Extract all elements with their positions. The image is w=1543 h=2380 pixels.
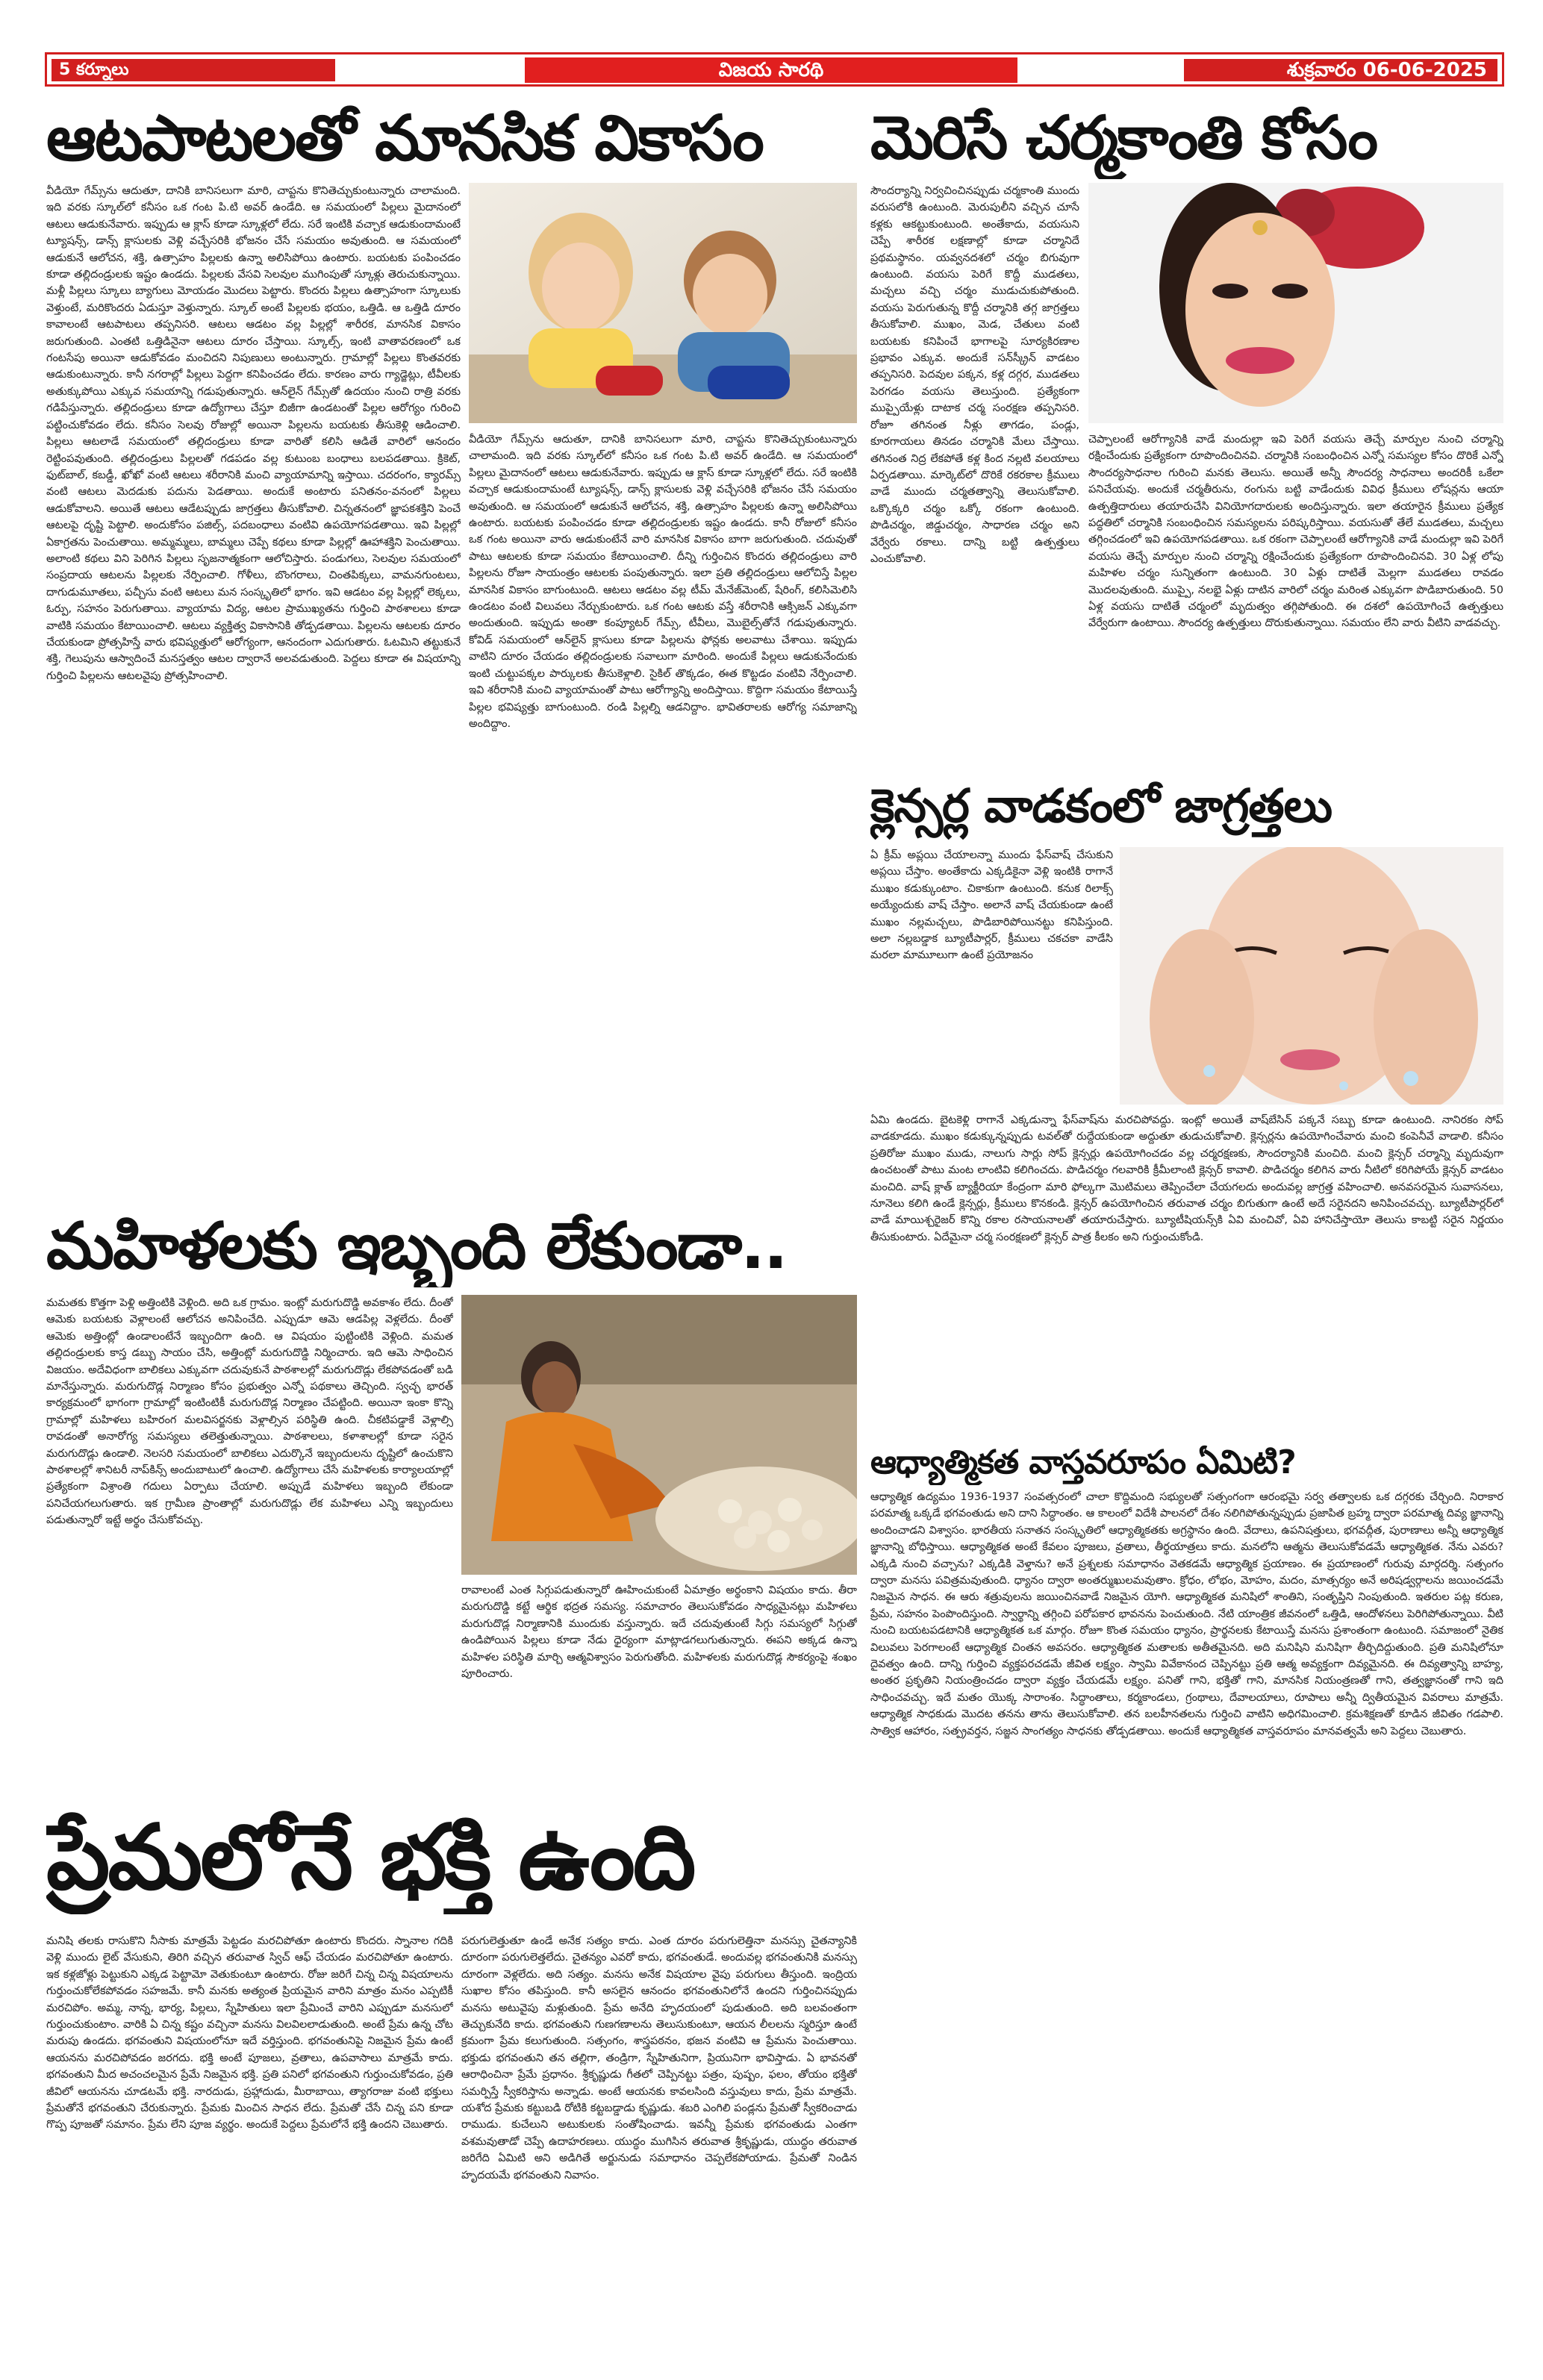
devotion-body-col1: మనిషి తలకు రాసుకొని నీసాకు మాత్రమే పెట్టడం మరచిపోతూ ఉంటారు కొందరు. స్నానాల గదికి వెళ్లి ముందు లైట్ వేసుకుని, తిరిగి వచ్చిన తరువాత స్విచ్‌ ఆఫ్ చేయడం మరచిపోతూ ఉంటారు. ఇక కళ్లజోళ్లు పెట్టుకుని ఎక్కడ పెట్టామో వెతుకుంటూ ఉంటారు. రోజు జరిగే చిన్న చిన్న విషయాలను గుర్తుంచుకోలేకపోవడం సహజమే. కానీ మనకు అత్యంత ప్రియమైన వారిని మాత్రం మనం ఎప్పటికీ మరచిపోం. అమ్మ, నాన్న, భార్య, పిల్లలు, స్నేహితులు ఇలా ప్రేమించే వారిని ఎప్పుడూ మనసులో గుర్తుంచుకుంటాం. వారికి ఏ చిన్న కష్టం వచ్చినా మనసు విలవిలలాడుతుంది. అంటే ప్రేమ ఉన్న చోట మరుపు ఉండదు. భగవంతుని విషయంలోనూ ఇదే వర్తిస్తుంది. భగవంతునిపై నిజమైన ప్రేమ ఉంటే ఆయనను మరచిపోవడం జరగదు. భక్తి అంటే పూజలు, వ్రతాలు, ఉపవాసాలు మాత్రమే కాదు. భగవంతుని మీద అచంచలమైన ప్రేమే నిజమైన భక్తి. ప్రతి పనిలో భగవంతుని గుర్తుంచుకోవడం, ప్రతి జీవిలో ఆయనను చూడటమే భక్తి. నారదుడు, ప్రహ్లాదుడు, మీరాబాయి, త్యాగరాజు వంటి భక్తులు ప్రేమతోనే భగవంతుని చేరుకున్నారు. ప్రేమకు మించిన సాధన లేదు. ప్రేమతో చేసే చిన్న పని కూడా గొప్ప పూజతో సమానం. ప్రేమ లేని పూజ వ్యర్థం. అందుకే పెద్దలు ప్రేమలోనే భక్తి ఉందని చెబుతారు. (46, 1935, 453, 2131)
devotion-headline: ప్రేమలోనే భక్తి ఉంది (46, 1806, 694, 1910)
woman-sorting-produce-icon (461, 1295, 857, 1575)
spiritual-headline: ఆధ్యాత్మికత వాస్తవరూపం ఏమిటి? (870, 1443, 1296, 1481)
women-photo-caption: రావాలంటే ఎంత సిగ్గుపడుతున్నారో ఊహించుకుంటే ఏమాత్రం అర్థంకాని విషయం కాదు. తీరా మరుగుదొడ్డి కట్టే ఆర్థిక భద్రత సమస్య. సమాచారం తెలుసుకోవడం సాధ్యమైనట్లు మహిళలు మరుగుదొడ్ల నిర్మాణానికి ముందుకు వస్తున్నారు. ఇదే చదువుతుంటే సిగ్గు సమస్యలో సిగ్గుతో ఉండిపోయిన పిల్లలు కూడా నేడు ధైర్యంగా మాట్లాడగలుగుతున్నారు. ఈపని అక్కడ ఉన్నా మహిళల పరిస్థితి మార్చి ఆత్మవిశ్వాసం పెరుగుతోంది. మహిళలకు మరుగుదొడ్ల సౌకర్యంపై శంఖం పూరించారు. (461, 1584, 857, 1681)
games-photo (469, 183, 857, 423)
spiritual-body: ఆధ్యాత్మిక ఉద్యమం 1936-1937 సంవత్సరంలో చాలా కొద్దిమంది సభ్యులతో సత్సంగంగా ఆరంభమై సర్వ తత్వాలకు ఒక దగ్గరకు చేర్చింది. నిరాకార పరమాత్మ ఒక్కడే భగవంతుడు అని దాని సిద్ధాంతం. ఆ కాలంలో విదేశీ పాలనలో దేశం నలిగిపోతున్నప్పుడు ప్రజాపిత బ్రహ్మ ద్వారా పరమాత్మ దివ్య జ్ఞానాన్ని అందించాడని విశ్వాసం. భారతీయ సనాతన సంస్కృతిలో ఆధ్యాత్మికతకు అగ్రస్థానం ఉంది. వేదాలు, ఉపనిషత్తులు, భగవద్గీత, పురాణాలు అన్నీ ఆధ్యాత్మిక జ్ఞానాన్ని బోధిస్తాయి. ఆధ్యాత్మికత అంటే కేవలం పూజలు, వ్రతాలు, తీర్థయాత్రలు కాదు. మనలోని ఆత్మను తెలుసుకోవడమే ఆధ్యాత్మికత. నేను ఎవరు? ఎక్కడి నుంచి వచ్చాను? ఎక్కడికి వెళ్తాను? అనే ప్రశ్నలకు సమాధానం వెతకడమే ఆధ్యాత్మిక ప్రయాణం. ఈ ప్రయాణంలో గురువు మార్గదర్శి. సత్సంగం ద్వారా మనసు పవిత్రమవుతుంది. ధ్యానం ద్వారా అంతర్ముఖులమవుతాం. క్రోధం, లోభం, మోహం, మదం, మాత్సర్యం అనే అరిషడ్వర్గాలను జయించడమే నిజమైన సాధన. ఈ ఆరు శత్రువులను జయించినవాడే నిజమైన యోగి. ఆధ్యాత్మికత మనిషిలో శాంతిని, సంతృప్తిని నింపుతుంది. ఇతరుల పట్ల కరుణ, ప్రేమ, సహనం పెంపొందిస్తుంది. స్వార్థాన్ని తగ్గించి పరోపకార భావనను పెంచుతుంది. నేటి యాంత్రిక జీవనంలో ఒత్తిడి, ఆందోళనలు పెరిగిపోతున్నాయి. వీటి నుంచి బయటపడటానికి ఆధ్యాత్మికత ఒక మార్గం. రోజూ కొంత సమయం ధ్యానం, ప్రార్థనలకు కేటాయిస్తే మనసు ప్రశాంతంగా ఉంటుంది. సమాజంలో నైతిక విలువలు పెరగాలంటే ఆధ్యాత్మిక చింతన అవసరం. ఆధ్యాత్మికత మతాలకు అతీతమైనది. అది మనిషిని మనిషిగా తీర్చిదిద్దుతుంది. ప్రతి మనిషిలోనూ దైవత్వం ఉంది. దాన్ని గుర్తించి వ్యక్తపరచడమే జీవిత లక్ష్యం. స్వామి వివేకానంద చెప్పినట్టు ప్రతి ఆత్మ అవ్యక్తంగా దివ్యమైనది. ఈ దివ్యత్వాన్ని బాహ్య, అంతర ప్రకృతిని నియంత్రించడం ద్వారా వ్యక్తం చేయడమే లక్ష్యం. పనితో గాని, భక్తితో గాని, మానసిక నియంత్రణతో గాని, తత్వజ్ఞానంతో గాని ఇది సాధించవచ్చు. ఇదే మతం యొక్క సారాంశం. సిద్ధాంతాలు, కర్మకాండలు, గ్రంథాలు, దేవాలయాలు, రూపాలు అన్నీ ద్వితీయమైన వివరాలు మాత్రమే. ఆధ్యాత్మిక సాధకుడు మొదట తనను తాను తెలుసుకోవాలి. తన బలహీనతలను గుర్తించి వాటిని అధిగమించాలి. క్రమశిక్షణతో కూడిన జీవితం గడపాలి. సాత్విక ఆహారం, సత్ప్రవర్తన, సజ్జన సాంగత్యం సాధనకు తోడ్పడతాయి. అందుకే ఆధ్యాత్మికత వాస్తవరూపం మానవత్వమే అని పెద్దలు చెబుతారు. (870, 1491, 1503, 1737)
skin-photo (1088, 183, 1503, 423)
cleanser-photo (1120, 847, 1503, 1105)
issue-date: శుక్రవారం 06-06-2025 (1184, 59, 1497, 81)
paper-name: విజయ సారథి (525, 57, 1017, 83)
masthead-bar (45, 52, 1504, 87)
women-photo (461, 1295, 857, 1575)
games-body-continued: వీడియో గేమ్స్‌ను ఆదుతూ, దానికి బానిసలుగా మారి, చాప్టను కొనితెచ్చుకుంటున్నారు చాలామంది. ఇది వరకు స్కూల్‌లో కనీసం ఒక గంట పి.టి అవర్ ఉండేది. ఆ సమయంలో పిల్లలు మైదానంలో ఆటలు ఆడుకునేవారు. ఇప్పుడు ఆ క్లాస్ కూడా స్కూళ్లలో లేదు. సరే ఇంటికి వచ్చాక ఆడుకుందామంటే ట్యూషన్స్, డాన్స్ క్లాసులకు వెళ్లి వచ్చేసరికి భోజనం చేసే సమయం అవుతుంది. ఆ సమయంలో ఆడుకునే ఆలోచన, శక్తి, ఉత్సాహం పిల్లలకు ఉన్నా అలిసిపోయి ఉంటారు. బయటకు పంపించడం కూడా తల్లిదండ్రులకు ఇష్టం ఉండదు. కానీ రోజులో కనీసం ఒక గంట అయినా వారు ఆడుకుంటేనే వారి మానసిక వికాసం బాగా జరుగుతుంది. చదువుతో పాటు ఆటలకు కూడా సమయం కేటాయించాలి. దీన్ని గుర్తించిన కొందరు తల్లిదండ్రులు వారి పిల్లలను రోజూ సాయంత్రం ఆటలకు పంపుతున్నారు. ఇలా ప్రతి తల్లిదండ్రులు ఆలోచిస్తే పిల్లల మానసిక వికాసం బాగుంటుంది. ఆటలు ఆడటం వల్ల టీమ్ మేనేజ్‌మెంట్, షేరింగ్, కలిసిమెలిసి ఉండటం వంటి విలువలు నేర్చుకుంటారు. ఒక గంట ఆటకు వస్తే శరీరానికి ఆక్సిజన్ ఎక్కువగా అందుతుంది. ఇప్పుడు అంతా కంప్యూటర్ గేమ్స్, టీవీలు, మొబైల్స్‌తోనే గడుపుతున్నారు. కోవిడ్ సమయంలో ఆన్‌లైన్ క్లాసులు కూడా పిల్లలను ఫోన్లకు అలవాటు చేశాయి. ఇప్పుడు వాటిని దూరం చేయడం తల్లిదండ్రులకు సవాలుగా మారింది. అందుకే పిల్లలు ఆడుకునేందుకు ఇంటి చుట్టుపక్కల పార్కులకు తీసుకెళ్లాలి. సైకిల్ తొక్కడం, ఈత కొట్టడం వంటివి నేర్పించాలి. ఇవి శరీరానికి మంచి వ్యాయామంతో పాటు ఆరోగ్యాన్ని అందిస్తాయి. కొద్దిగా సమయం కేటాయిస్తే పిల్లల భవిష్యత్తు బాగుంటుంది. రండి పిల్లల్ని ఆడనిద్దాం. భావితరాలకు ఆరోగ్య సమాజాన్ని అందిద్దాం. (469, 434, 857, 730)
children-playing-video-game-icon (469, 183, 857, 423)
skin-headline: మెరిసే చర్మకాంతి కోసం (870, 103, 1377, 172)
cleanser-body-continued: ఏమి ఉండదు. బైటకెళ్లి రాగానే ఎక్కడున్నా ఫేస్‌వాష్‌ను మరచిపోవద్దు. ఇంట్లో అయితే వాష్‌బేసిన్ పక్కనే సబ్బు కూడా ఉంటుంది. నానిరకం సోప్ వాడకూడదు. ముఖం కడుక్కున్నప్పుడు టవల్‌తో రుద్దేయకుండా అద్దుతూ తుడుచుకోవాలి. క్లెన్సర్లను ఉపయోగించేవారు మంచి కంపెనీవే వాడాలి. కనీసం ప్రతిరోజు ముఖం ముడు, నాలుగు సార్లు సోప్ క్లెన్సర్లు ఉపయోగించడం వల్ల చర్మరక్షణకు, సౌందర్యానికి మంచిది. మంచి క్లెన్సర్ చర్మాన్ని మృదువుగా ఉంచటంతో పాటు మంట లాంటివి కలిగించదు. పొడిచర్మం గలవారికి క్రీమీలాంటి క్లెన్సర్ కావాలి. పొడిచర్మం కలిగిన వారు నీటిలో కరిగిపోయే క్లెన్సర్ వాడటం మంచిది. వాష్ క్లాత్ బ్యాక్టీరియా కేంద్రంగా మారి ఫోల్కగా మొటిమలు తెప్పించేలా చేయగలదు అందువల్ల జాగ్రత్త వహించాలి. అనవసరమైన సువాసనలు, నూనెలు కలిగి ఉండే క్లెన్సర్లు, క్రీములు కొనకండి. క్లెన్సర్ ఉపయోగించిన తరువాత చర్మం బిగుతుగా ఉంటే అదే సరైనదని అనిపించవచ్చు. బ్యూటీపార్లర్‌లో వాడే మాయిశ్చరైజర్ కొన్ని రకాల రసాయనాలతో తయారుచేస్తారు. బ్యూటీషియన్స్‌కి ఏవి మంచివో, ఏవి హానిచేస్తాయో తెలుసు కాబట్టి సరైన నిర్ణయం తీసుకుంటారు. ఏదేమైనా చర్మ సంరక్షణలో క్లెన్సర్ పాత్ర కీలకం అని గుర్తుంచుకోండి. (870, 1114, 1503, 1243)
skin-body: సౌందర్యాన్ని నిర్వచించినప్పుడు చర్మకాంతి ముందు వరుసలోకి ఉంటుంది. మెరుపులీని వచ్చిన చూసే కళ్లకు ఆకట్టుకుంటుంది. అంతేకాదు, వయసుని చెప్పే శారీరక లక్షణాల్లో కూడా చర్మానిదే ప్రథమస్థానం. యవ్వనదశలో చర్మం బిగువుగా ఉంటుంది. వయసు పెరిగే కొద్దీ ముడతలు, మచ్చలు వచ్చి చర్మం ముడుచుకుపోతుంది. వయసు పెరుగుతున్న కొద్దీ చర్మానికి తగ్గ జాగ్రత్తలు తీసుకోవాలి. ముఖం, మెడ, చేతులు వంటి బయటకు కనిపించే భాగాలపై సూర్యకిరణాల ప్రభావం ఎక్కువ. అందుకే సన్‌స్క్రీన్ వాడటం తప్పనిసరి. పెదవుల పక్కన, కళ్ల దగ్గర, ముడతలు పెరగడం వయసు తెలుస్తుంది. ప్రత్యేకంగా ముప్పైయేళ్లు దాటాక చర్మ సంరక్షణ తప్పనిసరి. రోజూ తగినంత నీళ్లు తాగడం, పండ్లు, కూరగాయలు తినడం చర్మానికి మేలు చేస్తాయి. తగినంత నిద్ర లేకపోతే కళ్ల కింద నల్లటి వలయాలు ఏర్పడతాయి. మార్కెట్‌లో దొరికే రకరకాల క్రీములు వాడే ముందు చర్మతత్వాన్ని తెలుసుకోవాలి. ఒక్కొక్కరి చర్మం ఒక్కో రకంగా ఉంటుంది. పొడిచర్మం, జిడ్డుచర్మం, సాధారణ చర్మం అని వేర్వేరు రకాలు. దాన్ని బట్టి ఉత్పత్తులు ఎంచుకోవాలి. (870, 185, 1079, 565)
women-headline: మహిళలకు ఇబ్బంది లేకుండా.. (46, 1209, 787, 1284)
woman-washing-face-icon (1120, 847, 1503, 1105)
games-headline: ఆటపాటలతో మానసిక వికాసం (46, 101, 763, 175)
cleanser-headline: క్లెన్సర్ల వాడకంలో జాగ్రత్తలు (870, 778, 1332, 833)
cleanser-body: ఏ క్రీమ్ అప్లయి చేయాలన్నా ముందు ఫేస్‌వాష్ చేసుకుని అప్లయి చేస్తాం. అంతేకాదు ఎక్కడికైనా వెళ్లి ఇంటికి రాగానే ముఖం కడుక్కుంటాం. చికాకుగా ఉంటుంది. కనుక రిలాక్స్ అయ్యేందుకు వాష్ చేస్తాం. అలానే వాష్ చేయకుండా ఉంటే ముఖం నల్లమచ్చలు, పొడిబారిపోయినట్టు కనిపిస్తుంది. అలా నల్లబడ్డాక బ్యూటీపార్లర్, క్రీములు చకచకా వాడేసి మరలా మామూలుగా ఉంటే ప్రయోజనం (870, 849, 1113, 962)
skin-body-continued: చెప్పాలంటే ఆరోగ్యానికి వాడే మందుల్లా ఇవి పెరిగే వయసు తెచ్చే మార్పుల నుంచి చర్మాన్ని రక్షించేందుకు ప్రత్యేకంగా రూపొందించినవి. చర్మానికి సంబంధించిన ఎన్నో సమస్యల కోసం దొరికే ఎన్నో సౌందర్యసాధనాల గురించి మనకు తెలుసు. అయితే అన్నీ సౌందర్య సాధనాలు అందరికీ ఒకేలా పనిచేయవు. అందుకే చర్మతీరును, రంగును బట్టి వాడేందుకు వివిధ క్రీములు లోషన్లను ఆయా ఉత్పత్తిదారులు తయారుచేసి వినియోగదారులకు అందిస్తున్నారు. ఇలా తయారైన క్రీములు ప్రత్యేక పద్ధతిలో చర్మానికి సంబంధించిన సమస్యలను పరిష్కరిస్తాయి. వయసుతో తేలే ముడతలు, మచ్చలు తగ్గించడంలో ఇవి ఉపయోగపడతాయి. ఒక రకంగా చెప్పాలంటే ఆరోగ్యానికి వాడే మందుల్లా ఇవి పెరిగే వయసు తెచ్చే మార్పుల నుంచి చర్మాన్ని రక్షించేందుకు ప్రత్యేకంగా రూపొందించినవి. 30 ఏళ్ల లోపు మహిళల చర్మం సున్నితంగా ఉంటుంది. 30 ఏళ్లు దాటితే మెల్లగా ముడతలు రావడం మొదలవుతుంది. ముప్పై, నలభై ఏళ్లు దాటిన వారిలో చర్మం మరింత ఎక్కువగా పొడిబారుతుంది. 50 ఏళ్ల వయసు దాటితే చర్మంలో మృదుత్వం తగ్గిపోతుంది. ఈ దశలో ఉపయోగించే ఉత్పత్తులు వేర్వేరుగా ఉంటాయి. సౌందర్య ఉత్పత్తులు దొరుకుతున్నాయి. సమయం లేని వారు వీటిని వాడవచ్చు. (1088, 434, 1503, 630)
women-body: మమతకు కొత్తగా పెళ్లి అత్తింటికి వెళ్లింది. అది ఒక గ్రామం. ఇంట్లో మరుగుదొడ్డి అవకాశం లేదు. దీంతో ఆమెకు బయటకు వెళ్లాలంటే ఆలోచన అనిపించేది. ఎప్పుడూ ఆమె ఆడపిల్ల వెళ్లలేదు. దీంతో ఆమెకు అత్తింట్లో ఉండాలంటేనే ఇబ్బందిగా ఉంది. ఆ విషయం పుట్టింటికి వెళ్లింది. మమత తల్లిదండ్రులకు కాస్త డబ్బు సాయం చేసి, అత్తింట్లో మరుగుదొడ్డి నిర్మించారు. ఇది ఆమె సాధించిన విజయం. అదేవిధంగా బాలికలు ఎక్కువగా చదువుకునే పాఠశాలల్లో మరుగుదొడ్లు లేకపోవడంతో బడి మానేస్తున్నారు. మరుగుదొడ్ల నిర్మాణం కోసం ప్రభుత్వం ఎన్నో పథకాలు తెచ్చింది. స్వచ్ఛ భారత్ కార్యక్రమంలో భాగంగా గ్రామాల్లో ఇంటింటికీ మరుగుదొడ్ల నిర్మాణం చేపట్టింది. అయినా ఇంకా కొన్ని గ్రామాల్లో మహిళలు బహిరంగ మలవిసర్జనకు వెళ్లాల్సిన పరిస్థితి ఉంది. చీకటిపడ్డాకే వెళ్లాల్సి రావడంతో అనారోగ్య సమస్యలు తలెత్తుతున్నాయి. పాఠశాలలు, కళాశాలల్లో కూడా సరైన మరుగుదొడ్లు ఉండాలి. నెలసరి సమయంలో బాలికలు ఎదుర్కొనే ఇబ్బందులను దృష్టిలో ఉంచుకొని పాఠశాలల్లో శానిటరీ నాప్‌కిన్స్ అందుబాటులో ఉంచాలి. ఉద్యోగాలు చేసే మహిళలకు కార్యాలయాల్లో ప్రత్యేకంగా విశ్రాంతి గదులు ఏర్పాటు చేయాలి. అప్పుడే మహిళలు ఇబ్బంది లేకుండా పనిచేయగలుగుతారు. ఇక గ్రామీణ ప్రాంతాల్లో మరుగుదొడ్లు లేక మహిళలు ఎన్ని ఇబ్బందులు పడుతున్నారో ఇట్టే అర్థం చేసుకోవచ్చు. (46, 1297, 453, 1527)
devotion-body-col2: పరుగులెత్తుతూ ఉండే అనేక సత్యం కాదు. ఎంత దూరం పరుగులెత్తినా మనస్సు చైతన్యానికి దూరంగా పరుగులెత్తలేదు. చైతన్యం ఎవరో కాదు, భగవంతుడే. అందువల్ల భగవంతునికి మనస్సు దూరంగా వెళ్లలేదు. అది సత్యం. మనసు అనేక విషయాల వైపు పరుగులు తీస్తుంది. ఇంద్రియ సుఖాల కోసం తపిస్తుంది. కానీ అసలైన ఆనందం భగవంతునిలోనే ఉందని గుర్తించినప్పుడు మనసు అటువైపు మళ్లుతుంది. ప్రేమ అనేది హృదయంలో పుడుతుంది. అది బలవంతంగా తెచ్చుకునేది కాదు. భగవంతుని గుణగణాలను తెలుసుకుంటూ, ఆయన లీలలను స్మరిస్తూ ఉంటే క్రమంగా ప్రేమ కలుగుతుంది. సత్సంగం, శాస్త్రపఠనం, భజన వంటివి ఆ ప్రేమను పెంచుతాయి. భక్తుడు భగవంతుని తన తల్లిగా, తండ్రిగా, స్నేహితునిగా, ప్రియునిగా భావిస్తాడు. ఏ భావనతో ఆరాధించినా ప్రేమే ప్రధానం. శ్రీకృష్ణుడు గీతలో చెప్పినట్టు పత్రం, పుష్పం, ఫలం, తోయం భక్తితో సమర్పిస్తే స్వీకరిస్తాను అన్నాడు. అంటే ఆయనకు కావలసింది వస్తువులు కాదు, ప్రేమ మాత్రమే. యశోద ప్రేమకు కట్టుబడి రోటికి కట్టబడ్డాడు కృష్ణుడు. శబరి ఎంగిలి పండ్లను ప్రేమతో స్వీకరించాడు రాముడు. కుచేలుని అటుకులకు సంతోషించాడు. ఇవన్నీ ప్రేమకు భగవంతుడు ఎంతగా వశమవుతాడో చెప్పే ఉదాహరణలు. యుద్ధం ముగిసిన తరువాత శ్రీకృష్ణుడు, యుద్ధం తరువాత జరిగేది ఏమిటి అని అడిగితే అర్జునుడు సమాధానం చెప్పలేకపోయాడు. ప్రేమతో నిండిన హృదయమే భగవంతుని నివాసం. (461, 1935, 857, 2181)
bride-makeup-portrait-icon (1088, 183, 1503, 423)
page-label: 5 కర్నూలు (52, 59, 335, 81)
games-body: వీడియో గేమ్స్‌ను ఆదుతూ, దానికి బానిసలుగా మారి, చాప్టను కొనితెచ్చుకుంటున్నారు చాలామంది. ఇది వరకు స్కూల్‌లో కనీసం ఒక గంట పి.టి అవర్ ఉండేది. ఆ సమయంలో పిల్లలు మైదానంలో ఆటలు ఆడుకునేవారు. ఇప్పుడు ఆ క్లాస్ కూడా స్కూళ్లలో లేదు. సరే ఇంటికి వచ్చాక ఆడుకుందామంటే ట్యూషన్స్, డాన్స్ క్లాసులకు వెళ్లి వచ్చేసరికి భోజనం చేసే సమయం అవుతుంది. ఆ సమయంలో ఆడుకునే ఆలోచన, శక్తి, ఉత్సాహం పిల్లలకు ఉన్నా అలిసిపోయి ఉంటారు. బయటకు పంపించడం కూడా తల్లిదండ్రులకు ఇష్టం ఉండదు. పిల్లలకు వేసవి సెలవుల ముగింపుతో స్కూళ్లు తెరుచుకున్నాయి. మళ్లీ పిల్లలు స్కూలు బ్యాగులు మోయడం మొదలు పెట్టారు. కొందరు పిల్లలు ఉత్సాహంగా స్కూలుకు వెళ్తుంటే, మరికొందరు ఏడుస్తూ వెళ్తున్నారు. స్కూల్ అంటే పిల్లలకు భయం, ఒత్తిడి. ఆ ఒత్తిడి దూరం కావాలంటే ఆటపాటలు తప్పనిసరి. ఆటలు ఆడటం వల్ల పిల్లల్లో శారీరక, మానసిక వికాసం జరుగుతుంది. ఎంతటి ఒత్తిడినైనా ఆటలు దూరం చేస్తాయి. స్కూల్స్, ఇంటి వాతావరణంలో ఒక గంటసేపు అయినా ఆడుకోవడం మంచిదని నిపుణులు అంటున్నారు. గ్రామాల్లో పిల్లలు కొంతవరకు ఆడుకుంటున్నారు. కానీ నగరాల్లో పిల్లలు పెద్దగా కనిపించడం లేదు. కారణం వారు గ్యాడ్జెట్లు, టీవీలకు అతుక్కుపోయి ఎక్కువ సమయాన్ని గడుపుతున్నారు. ఆన్‌లైన్ గేమ్స్‌తో ఉదయం నుంచి రాత్రి వరకు గడిపేస్తున్నారు. తల్లిదండ్రులు కూడా ఉద్యోగాలు చేస్తూ బిజీగా ఉండటంతో పిల్లల ఆరోగ్యం గురించి పట్టించుకోవడం లేదు. కనీసం సెలవు రోజుల్లో అయినా పిల్లలను బయటకు తీసుకెళ్లి ఆడించాలి. పిల్లలు ఆటలాడే సమయంలో తల్లిదండ్రులు కూడా వారితో కలిసి ఆడితే వారిలో ఆనందం రెట్టింపవుతుంది. తల్లిదండ్రులు పిల్లలతో గడపడం వల్ల కుటుంబ బంధాలు బలపడతాయి. క్రికెట్, ఫుట్‌బాల్, కబడ్డీ, ఖోఖో వంటి ఆటలు శరీరానికి మంచి వ్యాయామాన్ని ఇస్తాయి. చదరంగం, క్యారమ్స్ వంటి ఆటలు మెదడుకు పదును పెడతాయి. అందుకే అంటారు పనితనం-వనంలో పిల్లలు ఆడుకోవాలని. అయితే ఆటలు ఆడేటప్పుడు జాగ్రత్తలు తీసుకోవాలి. చిన్నతనంలో జ్ఞాపకశక్తిని పెంచే ఆటలపై దృష్టి పెట్టాలి. అందుకోసం పజిల్స్, పదబంధాలు వంటివి ఉపయోగపడతాయి. ఇవి పిల్లల్లో ఏకాగ్రతను పెంచుతాయి. అమ్మమ్మలు, బామ్మలు చెప్పే కథలు కూడా పిల్లల్లో ఊహాశక్తిని పెంచుతాయి. అలాంటి కథలు విని పెరిగిన పిల్లలు సృజనాత్మకంగా ఆలోచిస్తారు. పండుగలు, సెలవుల సమయంలో సంప్రదాయ ఆటలను పిల్లలకు నేర్పించాలి. గోళీలు, బొంగరాలు, చింతపిక్కలు, వామనగుంటలు, దాగుడుమూతలు, పచ్చీసు వంటి ఆటలు మన సంస్కృతిలో భాగం. ఇవి ఆడటం వల్ల పిల్లల్లో లెక్కలు, ఓర్పు, సహనం పెరుగుతాయి. వ్యాయామ విద్య, ఆటల ప్రాముఖ్యతను గుర్తించి పాఠశాలలు కూడా వాటికి సమయం కేటాయించాలి. ఆటలు వ్యక్తిత్వ వికాసానికి తోడ్పడతాయి. పిల్లలను ఆటలకు దూరం చేయకుండా ప్రోత్సహిస్తే వారు భవిష్యత్తులో ఆరోగ్యంగా, ఆనందంగా ఎదుగుతారు. ఓటమిని తట్టుకునే శక్తి, గెలుపును ఆస్వాదించే మనస్తత్వం ఆటల ద్వారానే అలవడుతుంది. పెద్దలు కూడా ఈ విషయాన్ని గుర్తించి పిల్లలను ఆటలవైపు ప్రోత్సహించాలి. (46, 185, 461, 682)
